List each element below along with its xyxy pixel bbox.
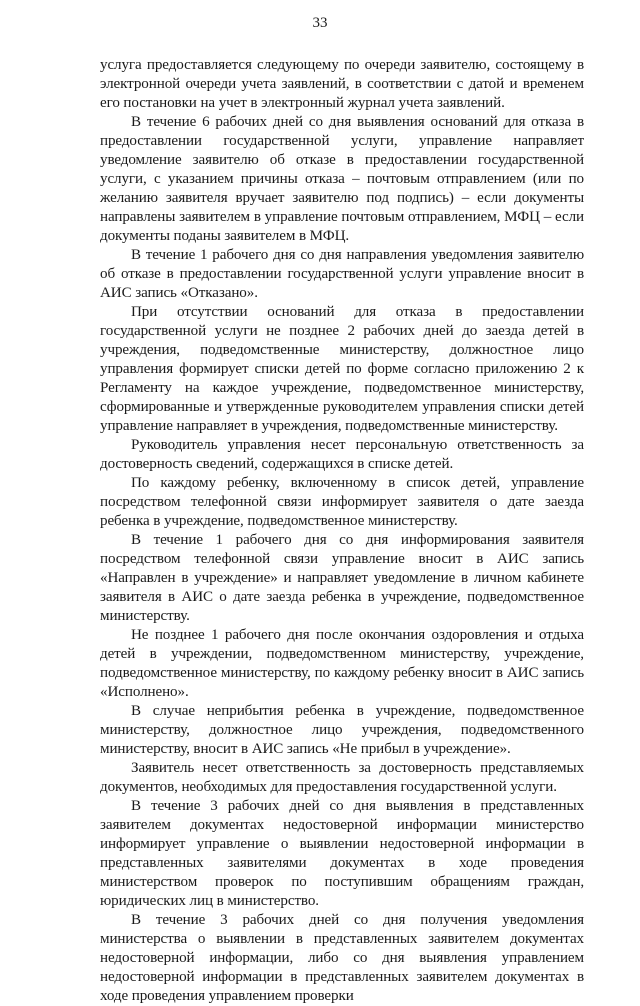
document-body <box>100 56 584 1006</box>
paragraph: При отсутствии оснований для отказа в предоставлении государственной услуги не позднее 2 рабочих дней до заезда детей в учреждения, подведомственные министерству, должностное лицо управления формирует списки детей по форме согласно приложению 2 к Регламенту на каждое учреждение, подведомственное министерству, сформированные и утвержденные руководителем управления списки детей управление направляет в учреждения, подведомственные министерству. <box>100 304 584 434</box>
paragraph: В течение 6 рабочих дней со дня выявления оснований для отказа в предоставлении государственной услуги, управление направляет уведомление заявителю об отказе в предоставлении государственной услуги, с указанием причины отказа – почтовым отправлением (или по желанию заявителя вручает заявителю под подпись) – если документы направлены заявителем в управление почтовым отправлением, МФЦ – если документы поданы заявителем в МФЦ. <box>100 114 584 244</box>
paragraph: В случае неприбытия ребенка в учреждение, подведомственное министерству, должностное лицо учреждения, подведомственного министерству, вносит в АИС запись «Не прибыл в учреждение». <box>100 703 584 757</box>
paragraph: В течение 3 рабочих дней со дня получения уведомления министерства о выявлении в представленных заявителем документах недостоверной информации, либо со дня выявления управлением недостоверной информации в представленных заявителем документах в ходе проведения управлением проверки <box>100 912 584 1004</box>
paragraph: По каждому ребенку, включенному в список детей, управление посредством телефонной связи информирует заявителя о дате заезда ребенка в учреждение, подведомственное министерству. <box>100 475 584 529</box>
paragraph: В течение 1 рабочего дня со дня направления уведомления заявителю об отказе в предоставлении государственной услуги управление вносит в АИС запись «Отказано». <box>100 247 584 301</box>
paragraph: В течение 1 рабочего дня со дня информирования заявителя посредством телефонной связи управление вносит в АИС запись «Направлен в учреждение» и направляет уведомление в личном кабинете заявителя в АИС о дате заезда ребенка в учреждение, подведомственное министерству. <box>100 532 584 624</box>
paragraph: Руководитель управления несет персональную ответственность за достоверность сведений, содержащихся в списке детей. <box>100 437 584 472</box>
paragraph: Заявитель несет ответственность за достоверность представляемых документов, необходимых для предоставления государственной услуги. <box>100 760 584 795</box>
paragraph: В течение 3 рабочих дней со дня выявления в представленных заявителем документах недостоверной информации министерство информирует управление о выявлении недостоверной информации в представленных заявителями документах в ходе проведения министерством проверок по поступившим обращениям граждан, юридических лиц в министерство. <box>100 798 584 909</box>
page-number: 33 <box>312 15 328 31</box>
paragraph: Не позднее 1 рабочего дня после окончания оздоровления и отдыха детей в учреждении, подведомственном министерству, учреждение, подведомственное министерству, по каждому ребенку вносит в АИС запись «Исполнено». <box>100 627 584 700</box>
paragraph: услуга предоставляется следующему по очереди заявителю, состоящему в электронной очереди учета заявлений, в соответствии с датой и временем его постановки на учет в электронный журнал учета заявлений. <box>100 57 584 111</box>
